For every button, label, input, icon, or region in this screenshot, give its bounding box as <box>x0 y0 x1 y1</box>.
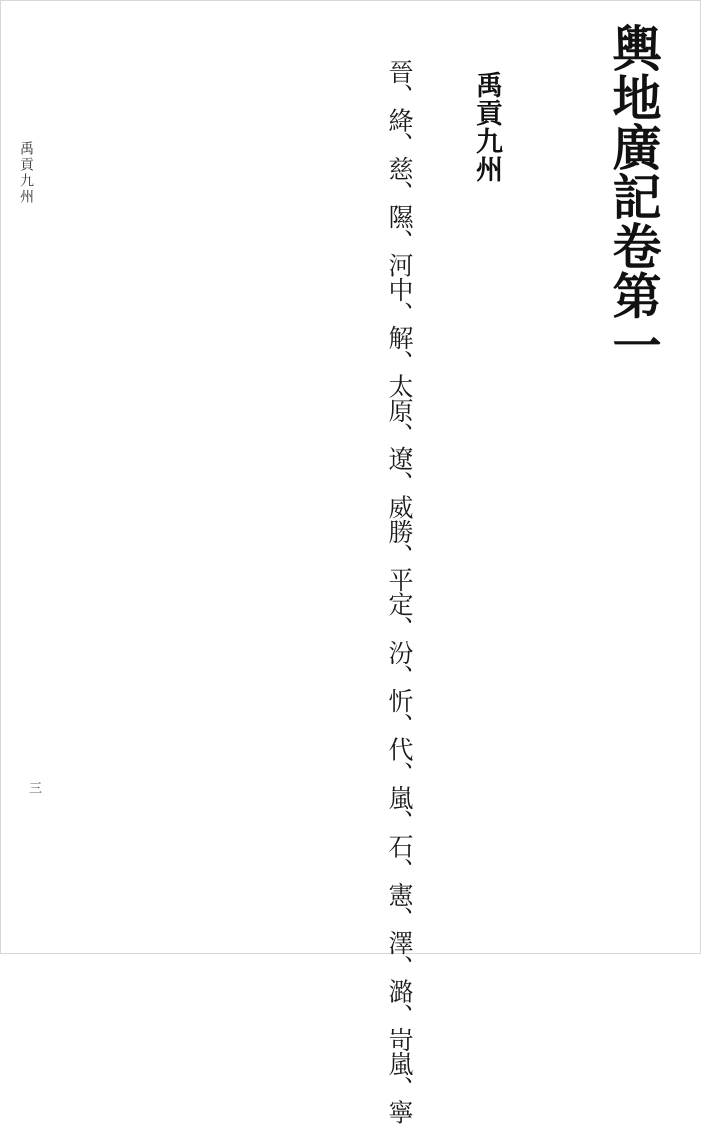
book-title: 輿地廣記卷第一 <box>605 23 663 370</box>
list-column: 晉、絳、慈、隰、河中、解、太原、遼、威勝、平定、汾、忻、代、嵐、石、憲、澤、潞、岢嵐、寧 <box>385 59 414 1124</box>
section-title: 禹貢九州 <box>471 71 502 183</box>
margin-section-header: 禹貢九州 <box>18 141 34 205</box>
page-number: 三 <box>26 781 41 794</box>
